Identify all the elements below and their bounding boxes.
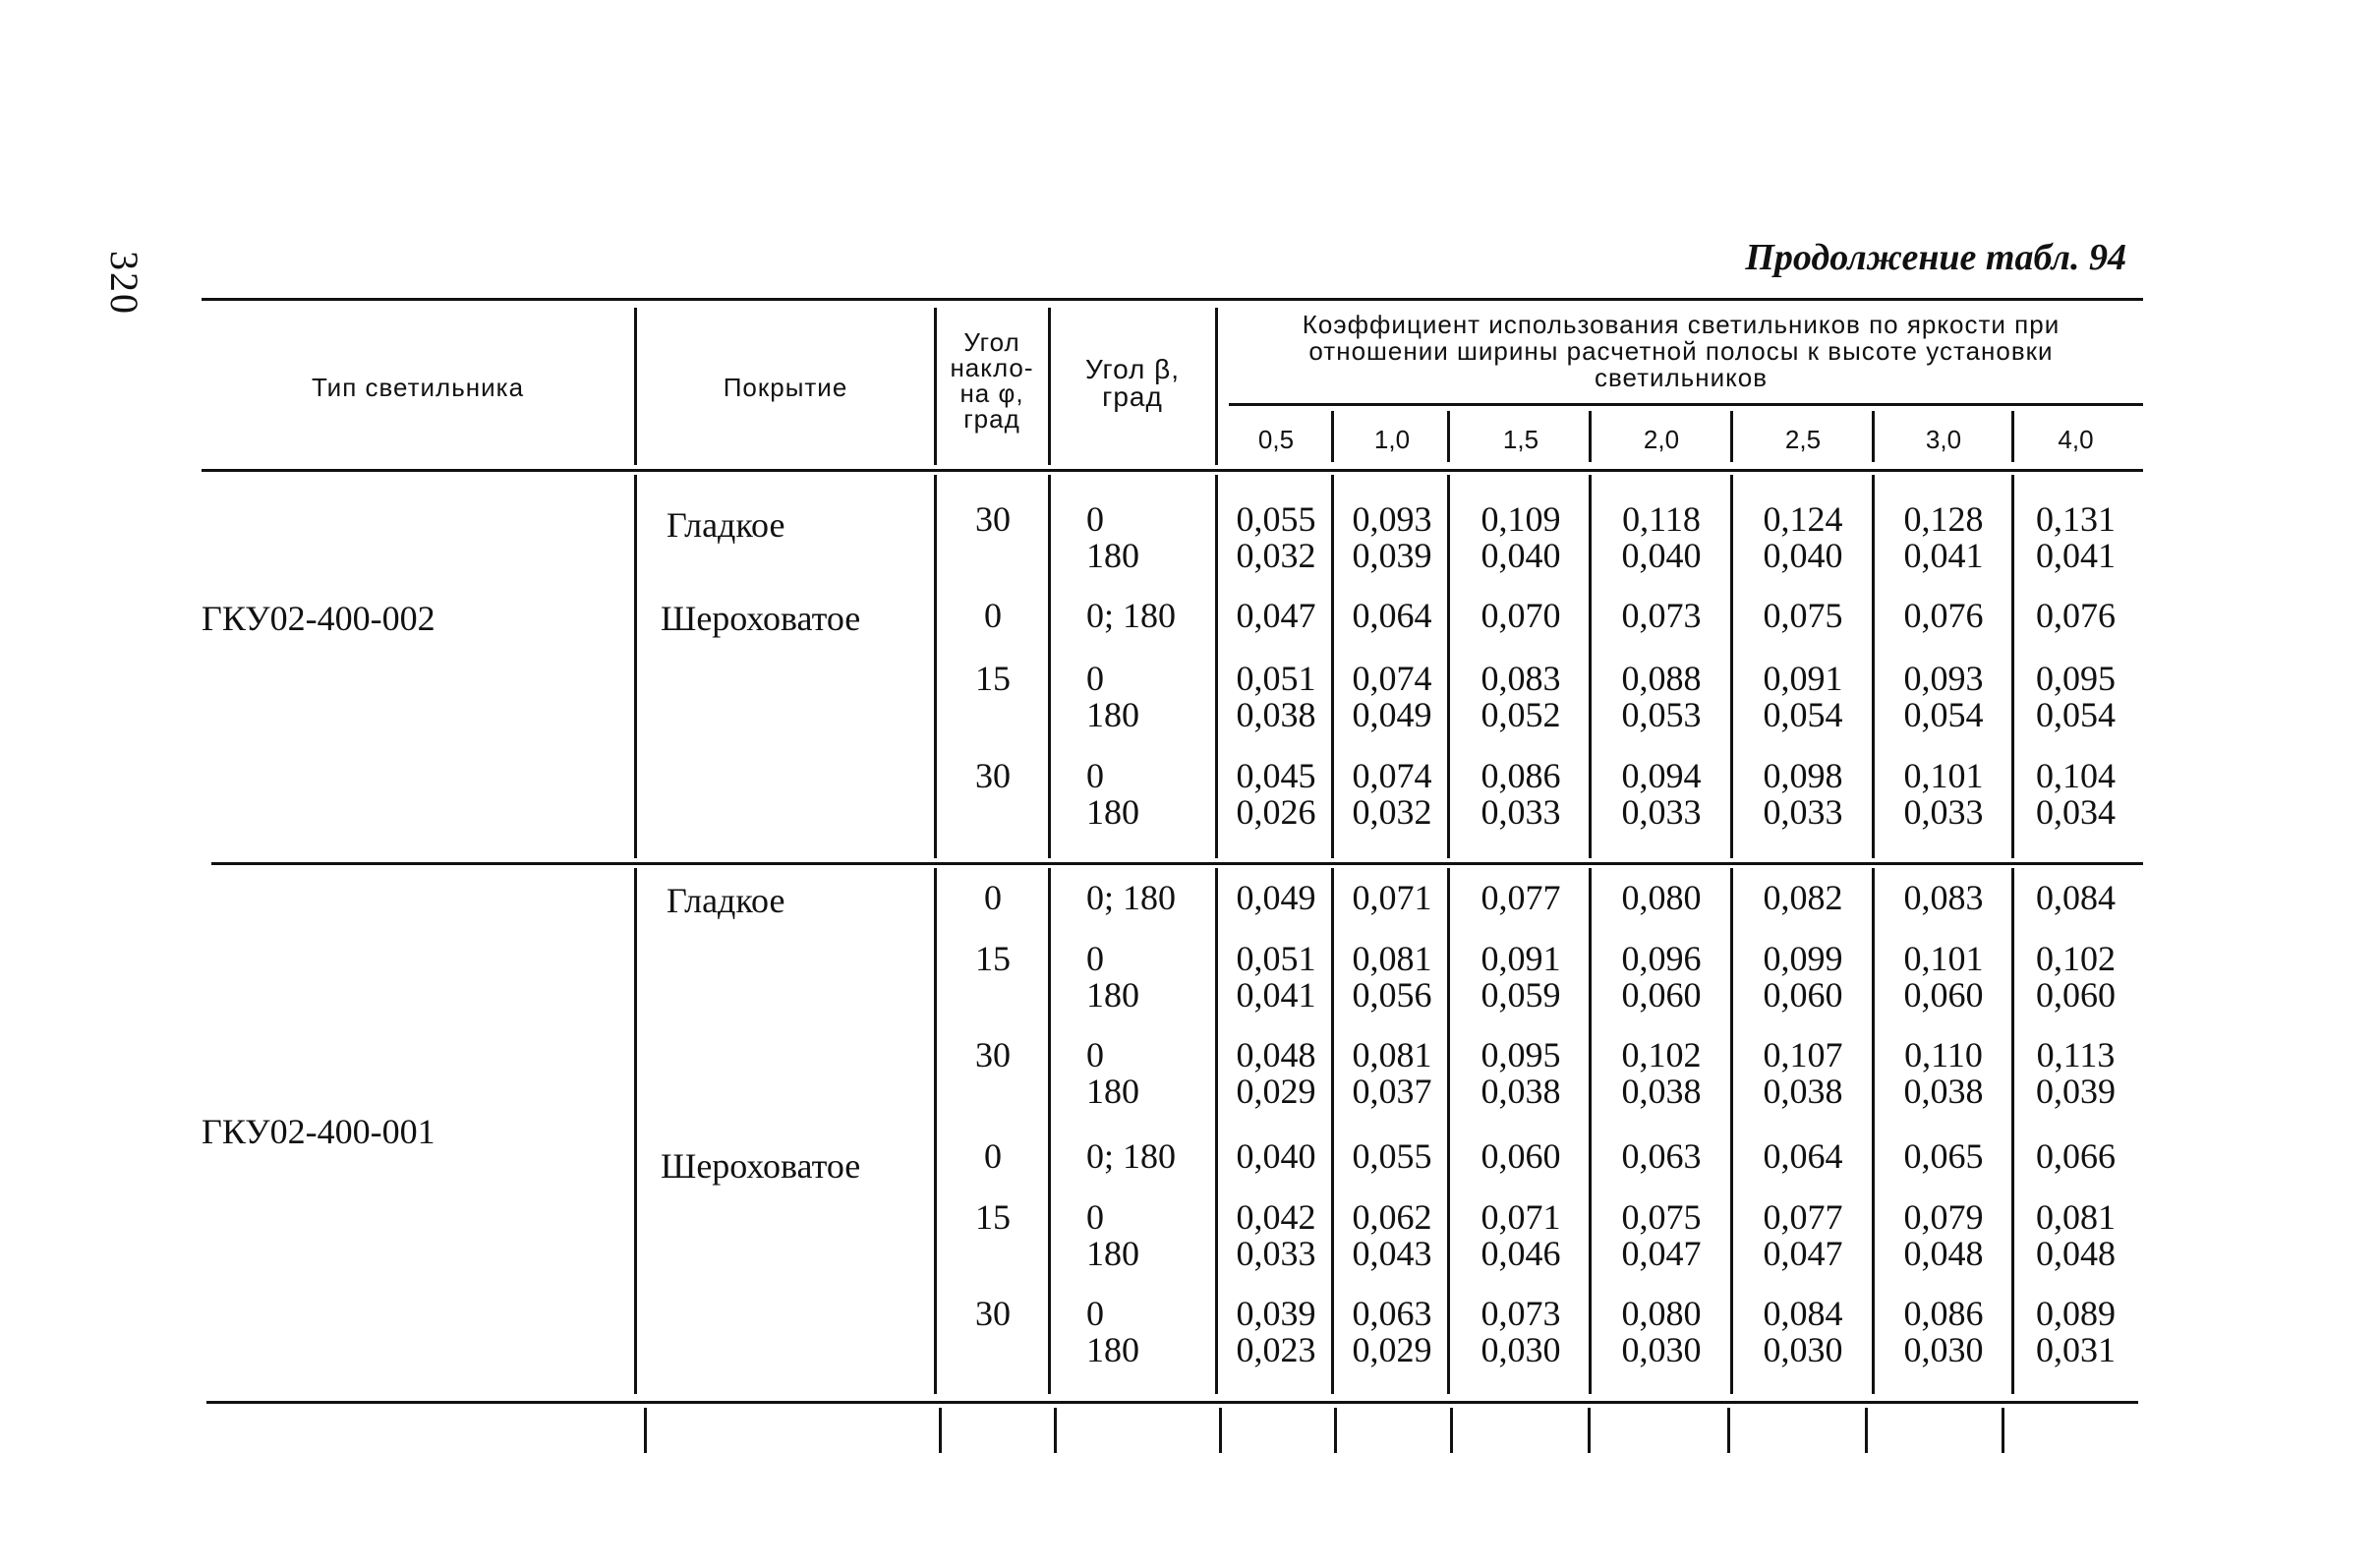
coefficient-cell: 0,081 0,056 (1352, 939, 1432, 1015)
coefficient-cell: 0,079 0,048 (1903, 1197, 1984, 1273)
coefficient-cell: 0,073 (1621, 596, 1702, 635)
continuation-tick (1450, 1408, 1453, 1453)
coefficient-cell: 0,093 0,039 (1352, 499, 1432, 575)
coefficient-cell: 0,128 0,041 (1903, 499, 1984, 575)
coefficient-cell: 0,064 (1352, 596, 1432, 635)
col-divider (1048, 868, 1051, 1394)
coefficient-cell: 0,110 0,038 (1903, 1035, 1984, 1111)
subheader-rule (1229, 403, 2143, 406)
beta-cell: 0 180 (1086, 1035, 1139, 1111)
coefficient-cell: 0,083 (1903, 878, 1984, 917)
coefficient-cell: 0,084 0,030 (1763, 1294, 1843, 1369)
coefficient-cell: 0,094 0,033 (1621, 756, 1702, 832)
coefficient-cell: 0,070 (1480, 596, 1561, 635)
coating-label: Гладкое (667, 881, 785, 920)
coefficient-cell: 0,045 0,026 (1236, 756, 1316, 832)
coefficient-cell: 0,086 0,033 (1480, 756, 1561, 832)
coefficient-cell: 0,065 (1903, 1136, 1984, 1176)
coefficient-cell: 0,081 0,048 (2036, 1197, 2116, 1273)
coefficient-cell: 0,102 0,060 (2036, 939, 2116, 1015)
phi-cell: 15 (975, 659, 1011, 698)
phi-cell: 15 (975, 939, 1011, 978)
ratio-header: 3,0 (1925, 425, 1962, 454)
coefficient-cell: 0,073 0,030 (1480, 1294, 1561, 1369)
col-divider (934, 475, 937, 858)
phi-cell: 30 (975, 1035, 1011, 1074)
col-divider (1589, 868, 1592, 1394)
continuation-tick (1727, 1408, 1730, 1453)
coefficient-cell: 0,131 0,041 (2036, 499, 2116, 575)
col-divider (1730, 475, 1733, 858)
coating-label: Шероховатое (661, 1146, 861, 1186)
coefficient-cell: 0,086 0,030 (1903, 1294, 1984, 1369)
beta-cell: 0 180 (1086, 756, 1139, 832)
coefficient-cell: 0,055 0,032 (1236, 499, 1316, 575)
phi-cell: 0 (984, 596, 1002, 635)
coefficient-cell: 0,055 (1352, 1136, 1432, 1176)
col-divider (934, 868, 937, 1394)
beta-cell: 0 180 (1086, 1197, 1139, 1273)
beta-cell: 0 180 (1086, 499, 1139, 575)
ratio-header: 1,5 (1502, 425, 1539, 454)
coefficient-cell: 0,071 (1352, 878, 1432, 917)
coefficient-cell: 0,039 0,023 (1236, 1294, 1316, 1369)
continuation-tick (1588, 1408, 1591, 1453)
col-divider (2011, 475, 2014, 858)
coefficient-cell: 0,042 0,033 (1236, 1197, 1316, 1273)
phi-cell: 30 (975, 499, 1011, 539)
col-divider (1730, 411, 1733, 462)
col-divider (1730, 868, 1733, 1394)
continuation-tick (644, 1408, 647, 1453)
coefficient-cell: 0,107 0,038 (1763, 1035, 1843, 1111)
col-divider (1589, 475, 1592, 858)
coating-label: Шероховатое (661, 599, 861, 638)
luminaire-type: ГКУ02-400-002 (202, 599, 435, 638)
coefficient-cell: 0,109 0,040 (1480, 499, 1561, 575)
coefficient-cell: 0,066 (2036, 1136, 2116, 1176)
coefficient-cell: 0,080 (1621, 878, 1702, 917)
table-caption: Продолжение табл. 94 (1745, 237, 2126, 278)
col-divider (634, 475, 637, 858)
ratio-header: 0,5 (1257, 425, 1295, 454)
header-phi: Угол накло- на φ, град (950, 327, 1034, 434)
coefficient-cell: 0,080 0,030 (1621, 1294, 1702, 1369)
coefficient-cell: 0,075 0,047 (1621, 1197, 1702, 1273)
continuation-tick (1054, 1408, 1057, 1453)
col-divider (1872, 868, 1875, 1394)
header-beta: Угол β, град (1084, 354, 1181, 412)
phi-cell: 0 (984, 878, 1002, 917)
coefficient-cell: 0,104 0,034 (2036, 756, 2116, 832)
group-divider-rule (211, 862, 2143, 865)
coefficient-cell: 0,099 0,060 (1763, 939, 1843, 1015)
beta-cell: 0 180 (1086, 1294, 1139, 1369)
coating-label: Гладкое (667, 505, 785, 545)
coefficient-cell: 0,051 0,038 (1236, 659, 1316, 734)
coefficient-cell: 0,063 (1621, 1136, 1702, 1176)
coefficient-cell: 0,062 0,043 (1352, 1197, 1432, 1273)
header-coating: Покрытие (723, 373, 848, 402)
col-divider (1048, 475, 1051, 858)
beta-cell: 0; 180 (1086, 596, 1177, 635)
header-bottom-rule (202, 469, 2143, 472)
coefficient-cell: 0,095 0,054 (2036, 659, 2116, 734)
coefficient-cell: 0,082 (1763, 878, 1843, 917)
header-coefficient: Коэффициент использования светильников по яркости при отношении ширины расчетной полосы к высоте установки светильников (1302, 310, 2061, 392)
coefficient-cell: 0,083 0,052 (1480, 659, 1561, 734)
table-top-rule (202, 298, 2143, 301)
beta-cell: 0; 180 (1086, 878, 1177, 917)
coefficient-cell: 0,060 (1480, 1136, 1561, 1176)
ratio-header: 2,0 (1643, 425, 1680, 454)
coefficient-cell: 0,048 0,029 (1236, 1035, 1316, 1111)
col-divider (1872, 475, 1875, 858)
phi-cell: 15 (975, 1197, 1011, 1237)
col-divider (634, 868, 637, 1394)
col-divider (2011, 411, 2014, 462)
coefficient-cell: 0,049 (1236, 878, 1316, 917)
phi-cell: 30 (975, 1294, 1011, 1333)
coefficient-cell: 0,074 0,032 (1352, 756, 1432, 832)
coefficient-cell: 0,081 0,037 (1352, 1035, 1432, 1111)
continuation-tick (1865, 1408, 1868, 1453)
coefficient-cell: 0,064 (1763, 1136, 1843, 1176)
ratio-header: 1,0 (1373, 425, 1411, 454)
col-divider (1872, 411, 1875, 462)
header-type: Тип светильника (311, 373, 525, 402)
beta-cell: 0 180 (1086, 659, 1139, 734)
coefficient-cell: 0,077 (1480, 878, 1561, 917)
coefficient-cell: 0,113 0,039 (2036, 1035, 2116, 1111)
luminaire-type: ГКУ02-400-001 (202, 1112, 435, 1151)
coefficient-cell: 0,096 0,060 (1621, 939, 1702, 1015)
coefficient-cell: 0,063 0,029 (1352, 1294, 1432, 1369)
coefficient-cell: 0,095 0,038 (1480, 1035, 1561, 1111)
phi-cell: 30 (975, 756, 1011, 795)
continuation-tick (2002, 1408, 2004, 1453)
coefficient-cell: 0,051 0,041 (1236, 939, 1316, 1015)
continuation-tick (939, 1408, 942, 1453)
coefficient-cell: 0,075 (1763, 596, 1843, 635)
page-number: 320 (102, 251, 146, 316)
coefficient-cell: 0,077 0,047 (1763, 1197, 1843, 1273)
beta-cell: 0; 180 (1086, 1136, 1177, 1176)
col-divider (1589, 411, 1592, 462)
coefficient-cell: 0,118 0,040 (1621, 499, 1702, 575)
ratio-header: 2,5 (1784, 425, 1822, 454)
coefficient-cell: 0,101 0,033 (1903, 756, 1984, 832)
coefficient-cell: 0,047 (1236, 596, 1316, 635)
coefficient-cell: 0,124 0,040 (1763, 499, 1843, 575)
coefficient-cell: 0,102 0,038 (1621, 1035, 1702, 1111)
coefficient-cell: 0,076 (2036, 596, 2116, 635)
coefficient-cell: 0,101 0,060 (1903, 939, 1984, 1015)
coefficient-cell: 0,084 (2036, 878, 2116, 917)
coefficient-cell: 0,071 0,046 (1480, 1197, 1561, 1273)
coefficient-cell: 0,088 0,053 (1621, 659, 1702, 734)
table-bottom-rule (206, 1401, 2138, 1404)
coefficient-cell: 0,040 (1236, 1136, 1316, 1176)
coefficient-cell: 0,093 0,054 (1903, 659, 1984, 734)
continuation-tick (1219, 1408, 1222, 1453)
ratio-header: 4,0 (2058, 425, 2094, 454)
coefficient-cell: 0,074 0,049 (1352, 659, 1432, 734)
continuation-tick (1334, 1408, 1337, 1453)
beta-cell: 0 180 (1086, 939, 1139, 1015)
coefficient-cell: 0,089 0,031 (2036, 1294, 2116, 1369)
coefficient-cell: 0,076 (1903, 596, 1984, 635)
coefficient-cell: 0,091 0,054 (1763, 659, 1843, 734)
col-divider (2011, 868, 2014, 1394)
coefficient-cell: 0,091 0,059 (1480, 939, 1561, 1015)
phi-cell: 0 (984, 1136, 1002, 1176)
coefficient-cell: 0,098 0,033 (1763, 756, 1843, 832)
col-divider (634, 308, 637, 465)
